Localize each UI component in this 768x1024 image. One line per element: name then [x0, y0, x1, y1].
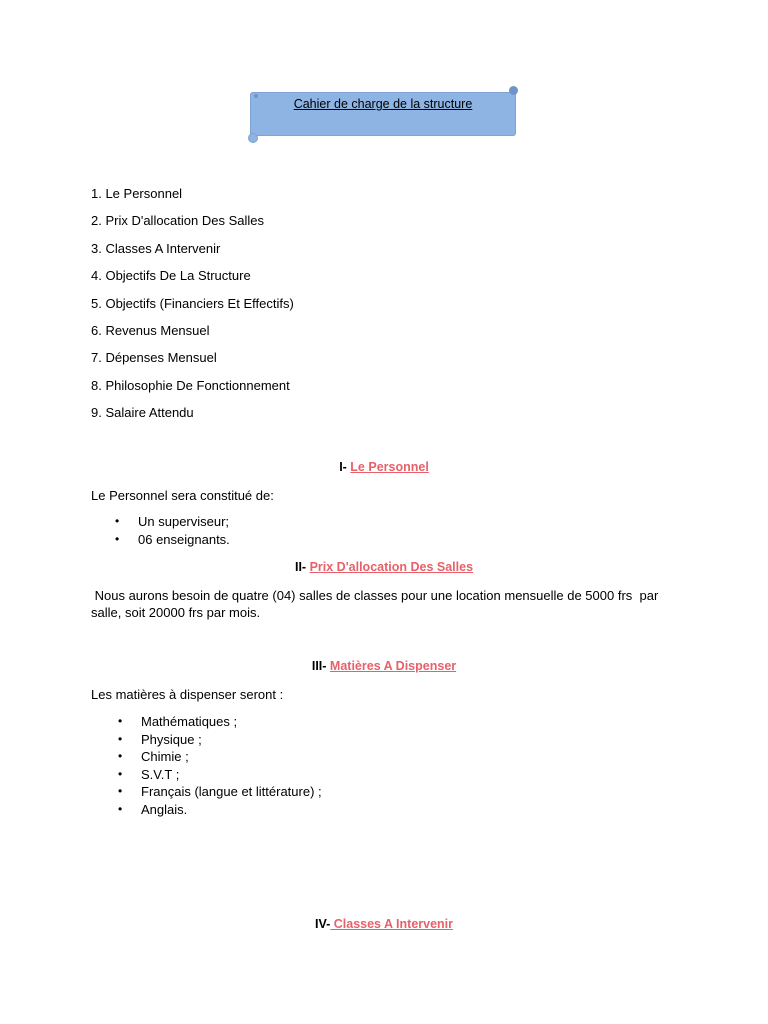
bullet-icon: •: [118, 714, 123, 728]
toc-item: 5. Objectifs (Financiers Et Effectifs): [91, 295, 294, 311]
section-heading-matieres: [0, 659, 768, 673]
paragraph: Le Personnel sera constitué de:: [91, 488, 274, 503]
section-number: IV-: [314, 917, 331, 931]
paragraph: salle, soit 20000 frs par mois.: [91, 605, 261, 620]
toc-item: 2. Prix D'allocation Des Salles: [91, 213, 264, 229]
list-item: • Chimie ;: [118, 749, 189, 765]
section-heading-classes: [0, 917, 768, 931]
list-item: • S.V.T ;: [118, 766, 180, 782]
bullet-icon: •: [118, 766, 123, 781]
toc-item: 9. Salaire Attendu: [91, 405, 194, 421]
toc-item: 8. Philosophie De Fonctionnement: [91, 377, 290, 393]
paragraph: Nous aurons besoin de quatre (04) salles de classes pour une location mensuelle de 5000 frs par: [91, 588, 659, 603]
toc-item: 3. Classes A Intervenir: [91, 240, 221, 256]
section-number: III-: [311, 659, 330, 673]
section-heading-personnel: [0, 460, 768, 474]
list-item: • Mathématiques ;: [118, 714, 238, 729]
section-title: Matières A Dispenser: [329, 659, 457, 673]
section-heading-allocation: [0, 560, 768, 574]
bullet-icon: •: [118, 801, 123, 816]
list-item: • Anglais.: [118, 801, 188, 817]
toc-item: 6. Revenus Mensuel: [91, 322, 210, 338]
toc-item: 7. Dépenses Mensuel: [91, 350, 217, 366]
list-item: • Français (langue et littérature) ;: [118, 784, 322, 800]
section-number: I-: [339, 460, 351, 474]
scroll-curl-decoration: [249, 134, 257, 142]
bullet-icon: •: [115, 531, 120, 546]
document-title: Cahier de charge de la structure: [293, 97, 473, 111]
bullet-icon: •: [118, 749, 123, 764]
list-item: • Physique ;: [118, 731, 202, 747]
section-title: Classes A Intervenir: [330, 917, 454, 931]
section-title: Le Personnel: [350, 460, 429, 474]
table-of-contents: [91, 186, 294, 433]
bullet-icon: •: [118, 731, 123, 746]
list-item: • 06 enseignants.: [115, 531, 230, 547]
paragraph: Les matières à dispenser seront :: [91, 687, 284, 702]
toc-item: 4. Objectifs De La Structure: [91, 268, 251, 284]
title-banner: [250, 92, 516, 136]
bullet-icon: •: [118, 784, 123, 799]
bullet-icon: •: [115, 514, 120, 528]
scroll-curl-decoration: [509, 86, 518, 95]
section-number: II-: [294, 560, 310, 574]
bullet-list: [118, 713, 322, 819]
section-title: Prix D'allocation Des Salles: [309, 560, 474, 574]
bullet-list: [115, 513, 230, 548]
list-item: • Un superviseur;: [115, 514, 230, 529]
toc-item: 1. Le Personnel: [91, 186, 183, 201]
